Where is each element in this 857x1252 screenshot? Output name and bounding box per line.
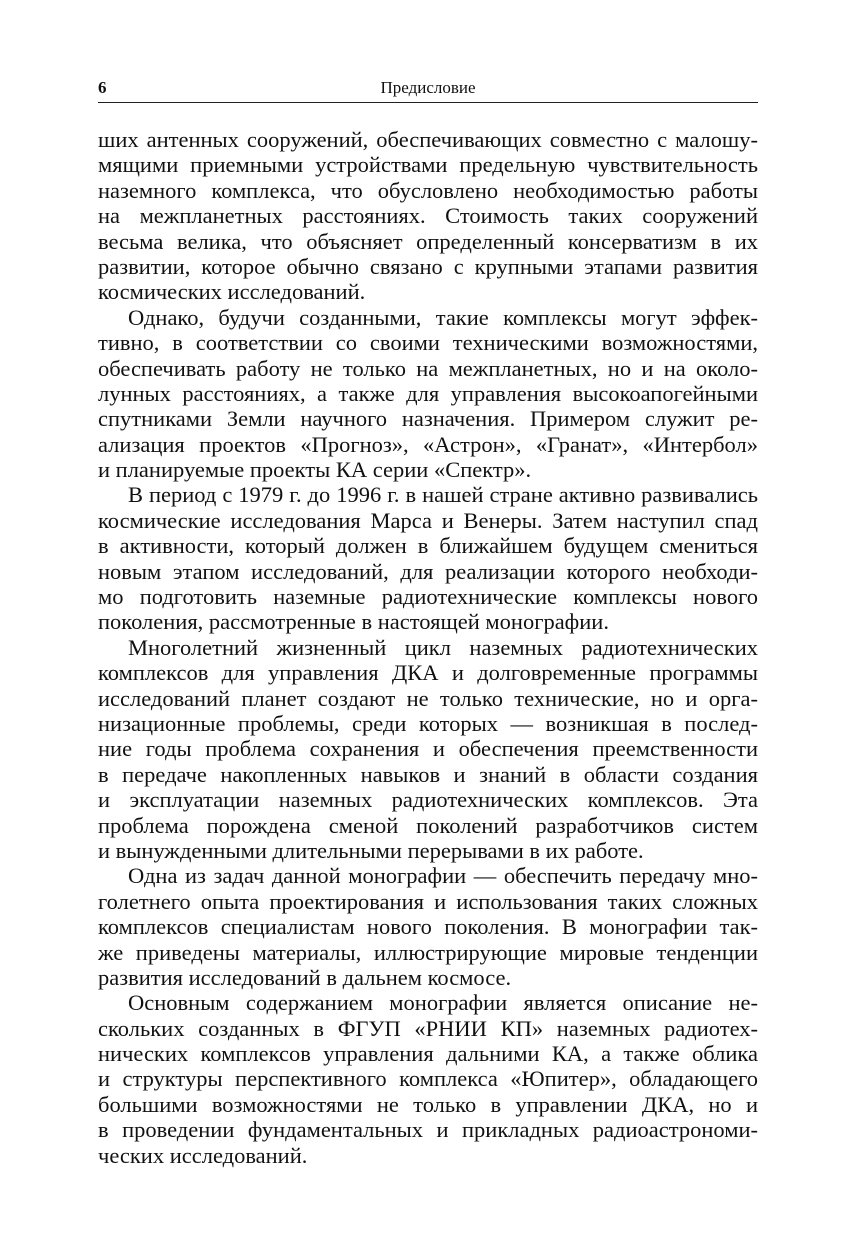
running-title: Предисловие [380, 78, 476, 97]
text-line: голетнего опыта проектирования и использования таких сложных [98, 888, 758, 914]
text-line: и эксплуатации наземных радиотехнических комплексов. Эта [98, 787, 758, 813]
text-line: же приведены материалы, иллюстрирующие мировые тенденции [98, 939, 758, 965]
text-line: ализация проектов «Прогноз», «Астрон», «Гранат», «Интербол» [98, 431, 758, 457]
text-line: мящими приемными устройствами предельную чувствительность [98, 152, 758, 178]
text-line: обеспечивать работу не только на межпланетных, но и на около- [98, 355, 758, 381]
text-line: космические исследования Марса и Венеры. Затем наступил спад [98, 507, 758, 533]
text-line: тивно, в соответствии со своими техническими возможностями, [98, 330, 758, 356]
page-header [98, 74, 758, 103]
text-line: ших антенных сооружений, обеспечивающих совместно с малошу- [98, 127, 758, 152]
text-line: исследований планет создают не только технические, но и орга- [98, 685, 758, 711]
paragraph [98, 990, 758, 1168]
text-line: мо подготовить наземные радиотехнические комплексы нового [98, 584, 758, 610]
text-line: в активности, который должен в ближайшем будущем смениться [98, 533, 758, 559]
text-line: Основным содержанием монографии является описание не- [128, 990, 758, 1016]
text-line: и планируемые проекты КА серии «Спектр». [98, 457, 532, 483]
text-line: скольких созданных в ФГУП «РНИИ КП» наземных радиотех- [98, 1015, 758, 1041]
text-line: Многолетний жизненный цикл наземных радиотехнических [128, 634, 758, 660]
text-line: и структуры перспективного комплекса «Юпитер», обладающего [98, 1066, 758, 1092]
paragraph [98, 127, 758, 305]
text-line: большими возможностями не только в управлении ДКА, но и [98, 1091, 758, 1117]
text-line: ческих исследований. [98, 1142, 308, 1168]
text-line: поколения, рассмотренные в настоящей монографии. [98, 609, 609, 635]
text-line: ние годы проблема сохранения и обеспечения преемственности [98, 736, 758, 762]
text-line: комплексов специалистам нового поколения. В монографии так- [98, 914, 758, 940]
text-line: спутниками Земли научного назначения. Примером служит ре- [98, 406, 758, 432]
text-line: новым этапом исследований, для реализации которого необходи- [98, 558, 758, 584]
paragraph [98, 305, 758, 483]
body-text [98, 127, 758, 1168]
text-line: Однако, будучи созданными, такие комплексы могут эффек- [128, 304, 758, 330]
text-line: лунных расстояниях, а также для управления высокоапогейными [98, 380, 758, 406]
paragraph [98, 635, 758, 864]
text-line: развитии, которое обычно связано с крупными этапами развития [98, 253, 758, 279]
text-line: проблема порождена сменой поколений разработчиков систем [98, 812, 758, 838]
page-number: 6 [98, 78, 107, 97]
text-line: В период с 1979 г. до 1996 г. в нашей стране активно развивались [128, 482, 758, 508]
text-line: нических комплексов управления дальними КА, а также облика [98, 1041, 758, 1067]
text-line: наземного комплекса, что обусловлено необходимостью работы [98, 177, 758, 203]
paragraph [98, 863, 758, 990]
text-line: Одна из задач данной монографии — обеспечить передачу мно- [128, 863, 758, 889]
text-line: комплексов для управления ДКА и долговременные программы [98, 660, 758, 686]
text-line: в проведении фундаментальных и прикладных радиоастрономи- [98, 1117, 758, 1143]
paragraph [98, 482, 758, 634]
text-line: низационные проблемы, среди которых — возникшая в послед- [98, 710, 758, 736]
text-line: на межпланетных расстояниях. Стоимость таких сооружений [98, 203, 758, 229]
text-line: весьма велика, что объясняет определенный консерватизм в их [98, 228, 758, 254]
text-line: и вынужденными длительными перерывами в их работе. [98, 837, 644, 863]
text-line: в передаче накопленных навыков и знаний в области создания [98, 761, 758, 787]
text-line: космических исследований. [98, 279, 366, 305]
text-line: развития исследований в дальнем космосе. [98, 964, 512, 990]
